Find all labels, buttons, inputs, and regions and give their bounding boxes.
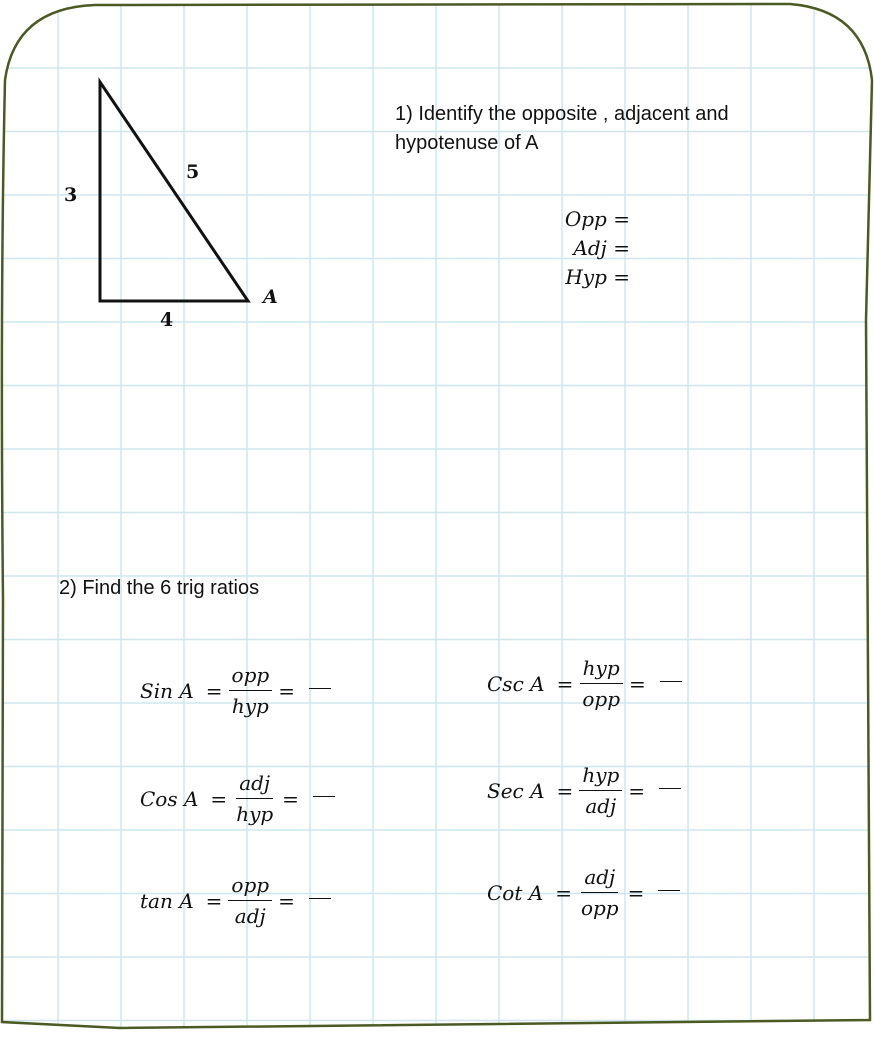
csc-ratio: Csc A = $\frac{\text{hyp}}{\text{opp}}$ = — [487, 655, 682, 712]
answer-blank — [309, 688, 331, 689]
answer-blank — [660, 681, 682, 682]
question-2-text: 2) Find the 6 trig ratios — [59, 577, 260, 599]
answer-blank — [658, 890, 680, 891]
side-label-horizontal: 4 — [160, 309, 174, 331]
cos-ratio: Cos A = $\frac{\text{adj}}{\text{hyp}}$ = — [140, 770, 335, 827]
question-1-text: 1) Identify the opposite , adjacent and hypotenuse of A — [395, 103, 729, 154]
cot-ratio: Cot A = $\frac{\text{adj}}{\text{opp}}$ = — [487, 864, 680, 921]
sec-ratio: Sec A = $\frac{\text{hyp}}{\text{adj}}$ = — [487, 762, 681, 819]
vertex-label-a: A — [263, 286, 278, 308]
side-label-hypotenuse: 5 — [186, 161, 200, 183]
answer-blank — [659, 788, 681, 789]
sin-ratio: Sin A = $\frac{\text{opp}}{\text{hyp}}$ = — [140, 662, 331, 719]
side-label-vertical: 3 — [64, 184, 78, 206]
adj-line: Adj = — [573, 236, 630, 260]
identify-sides-list — [520, 205, 630, 292]
answer-blank — [309, 898, 331, 899]
tan-ratio: tan A = $\frac{\text{opp}}{\text{adj}}$ = — [140, 872, 331, 929]
hyp-line: Hyp = — [565, 265, 630, 289]
answer-blank — [313, 796, 335, 797]
opp-line: Opp = — [564, 207, 630, 231]
